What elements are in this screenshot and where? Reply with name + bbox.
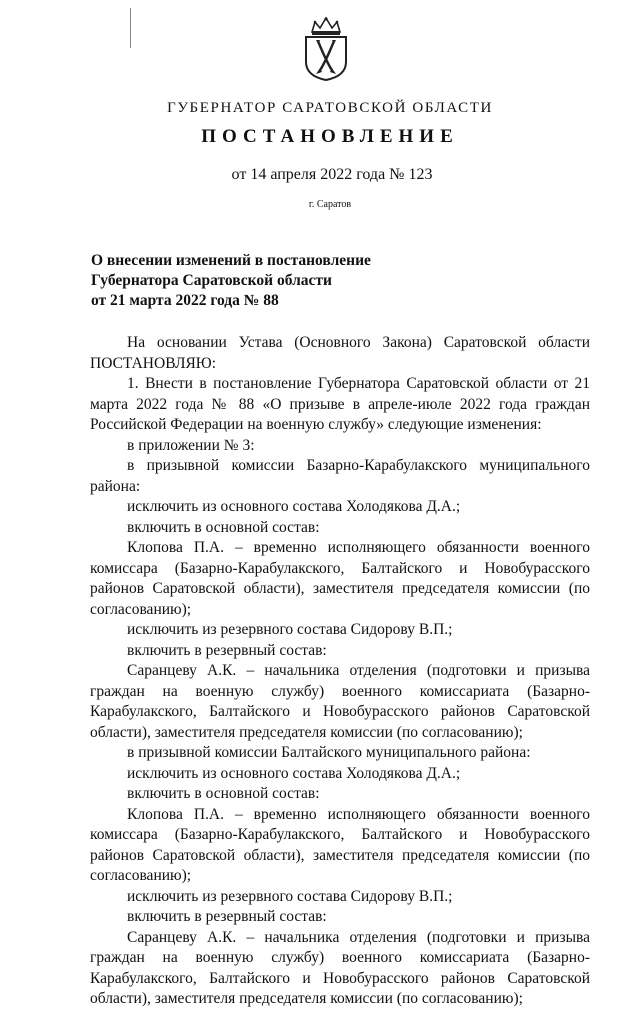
title-line: Губернатора Саратовской области: [91, 272, 332, 289]
paragraph: включить в резервный состав:: [127, 908, 327, 925]
paragraph: исключить из основного состава Холодякова Д.А.;: [127, 498, 461, 515]
paragraph: в призывной комиссии Балтайского муниципального района:: [127, 744, 531, 761]
document-type: ПОСТАНОВЛЕНИЕ: [201, 126, 459, 147]
paragraph-item-1: 1. Внести в постановление Губернатора Саратовской области от 21 марта 2022 года № 88 «О призыве в апреле-июле 2022 года граждан Российской Федерации на военную службу» следующие изменения:: [90, 375, 590, 433]
date-and-number: от 14 апреля 2022 года № 123: [231, 166, 433, 183]
paragraph: Клопова П.А. – временно исполняющего обязанности военного комиссара (Базарно-Карабулакского, Балтайского и Новобурасского районов Саратовской области), заместителя председателя комиссии (по согласованию);: [90, 539, 590, 618]
document-title: [91, 251, 371, 311]
issuing-authority: ГУБЕРНАТОР САРАТОВСКОЙ ОБЛАСТИ: [167, 100, 493, 116]
paragraph: в приложении № 3:: [127, 436, 255, 454]
title-line: О внесении изменений в постановление: [91, 252, 371, 269]
paragraph: исключить из основного состава Холодякова Д.А.;: [127, 764, 461, 782]
paragraph: включить в резервный состав:: [127, 641, 327, 659]
paragraph: исключить из резервного состава Сидорову В.П.;: [127, 621, 453, 638]
paragraph: включить в основной состав:: [127, 518, 320, 536]
document-body: [90, 333, 590, 1010]
paragraph: Саранцеву А.К. – начальника отделения (подготовки и призыва граждан на военную службу) военного комиссариата (Базарно-Карабулакского, Балтайского и Новобурасского районов Саратовской области), заместителя председателя комиссии (по согласованию);: [90, 662, 590, 741]
paragraph: в призывной комиссии Базарно-Карабулакского муниципального района:: [90, 457, 590, 495]
paragraph: Саранцеву А.К. – начальника отделения (подготовки и призыва граждан на военную службу) военного комиссариата (Базарно-Карабулакского, Балтайского и Новобурасского районов Саратовской области), заместителя председателя комиссии (по согласованию);: [90, 928, 590, 1007]
city: г. Саратов: [308, 199, 352, 210]
coat-of-arms-icon: [296, 16, 356, 82]
title-line: от 21 марта 2022 года № 88: [91, 292, 279, 309]
paragraph: Клопова П.А. – временно исполняющего обязанности военного комиссара (Базарно-Карабулакского, Балтайского и Новобурасского районов Саратовской области), заместителя председателя комиссии (по согласованию);: [90, 805, 590, 884]
scan-margin-line: [130, 8, 131, 48]
paragraph: включить в основной состав:: [127, 785, 320, 802]
paragraph: исключить из резервного состава Сидорову В.П.;: [127, 887, 453, 905]
paragraph-preamble: На основании Устава (Основного Закона) Саратовской области ПОСТАНОВЛЯЮ:: [90, 334, 590, 372]
